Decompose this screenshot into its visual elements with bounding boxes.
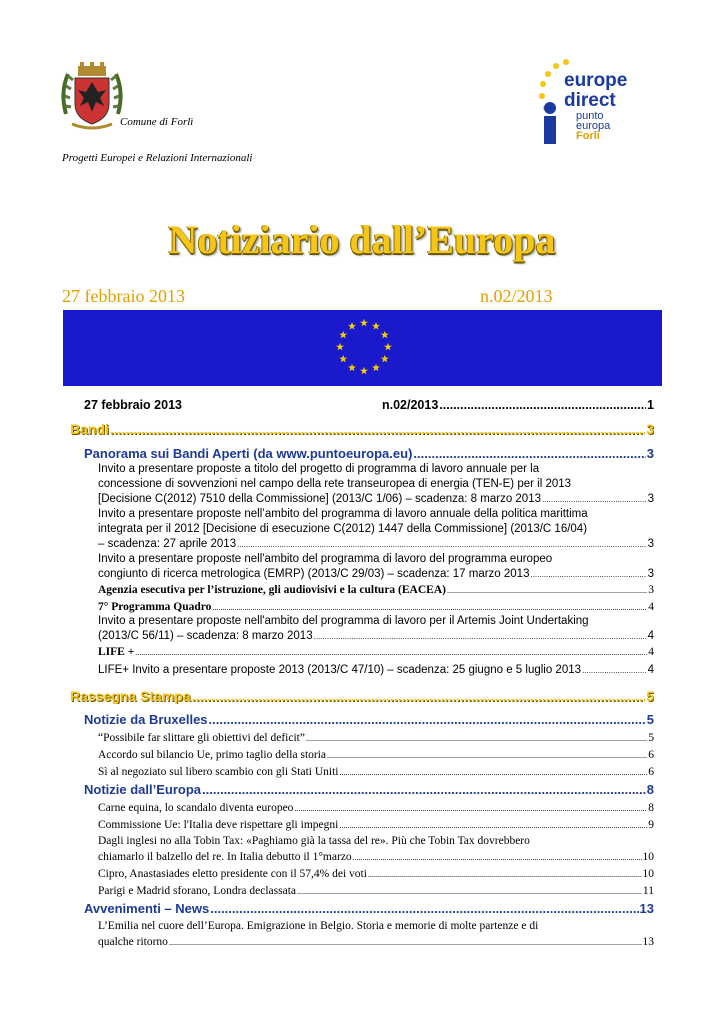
toc-entry-text: Sì al negoziato sul libero scambio con gli Stati Uniti	[98, 766, 339, 778]
toc-page: 3	[647, 493, 654, 505]
toc-leader	[212, 603, 647, 612]
toc-entry-last-line	[98, 568, 654, 580]
eu-star-icon	[384, 343, 392, 351]
toc-page: 3	[647, 568, 654, 580]
toc-leader	[210, 901, 638, 916]
toc-leader	[447, 586, 647, 595]
toc-entry-text: Cipro, Anastasiades eletto presidente con il 57,4% dei voti	[98, 868, 367, 880]
toc-page: 6	[648, 766, 654, 778]
toc-entry-text: Commissione Ue: l'Italia deve rispettare gli impegni	[98, 819, 339, 831]
toc-entry-line: Invito a presentare proposte a titolo del progetto di programma di lavoro annuale per la	[98, 463, 540, 475]
toc-entry-text: LIFE+ Invito a presentare proposte 2013 (2013/C 47/10) – scadenza: 25 giugno e 5 luglio 2013	[98, 664, 582, 676]
toc-leader	[306, 734, 647, 743]
toc-entry-text: Carne equina, lo scandalo diventa europeo	[98, 802, 294, 814]
toc-section-bandi[interactable]	[70, 421, 654, 437]
toc-entry-last-line	[98, 538, 654, 550]
toc-leader	[297, 887, 642, 896]
eu-stars-circle-icon	[331, 314, 397, 380]
eu-star-icon	[348, 322, 356, 330]
toc-entry-carne-equina[interactable]	[98, 802, 654, 814]
toc-entry-text: (2013/C 56/11) – scadenza: 8 marzo 2013	[98, 630, 313, 642]
logo-europe-text: europe	[564, 70, 628, 91]
toc-entry-text: Parigi e Madrid sforano, Londra declassata	[98, 885, 296, 897]
toc-leader	[542, 495, 647, 504]
toc-entry-text: “Possibile far slittare gli obiettivi del deficit”	[98, 732, 305, 744]
toc-page: 5	[648, 732, 654, 744]
toc-entry-text: Agenzia esecutiva per l’istruzione, gli audiovisivi e la cultura (EACEA)	[98, 584, 446, 596]
toc-issue-number: n.02/2013	[382, 398, 439, 412]
toc-entry-line: Dagli inglesi no alla Tobin Tax: «Paghiamo già la tassa del re». Più che Tobin Tax dovrebbero	[98, 835, 530, 847]
toc-page: 9	[648, 819, 654, 831]
toc-entry-text: qualche ritorno	[98, 936, 168, 948]
toc-leader	[294, 804, 647, 813]
eu-star-icon	[381, 355, 389, 363]
eu-star-icon	[348, 364, 356, 372]
toc-sub-avvenimenti[interactable]	[84, 901, 654, 916]
toc-leader	[237, 540, 646, 549]
toc-entry-text: chiamarlo il balzello del re. In Italia debutto il 1°marzo	[98, 851, 352, 863]
toc-entry-libero-scambio[interactable]	[98, 766, 654, 778]
eu-star-icon	[372, 322, 380, 330]
logo-punto-text: punto	[576, 110, 604, 122]
toc-page: 4	[647, 630, 654, 642]
toc-leader	[314, 632, 647, 641]
logo-direct-text: direct	[564, 90, 616, 111]
eu-star-icon	[360, 367, 368, 375]
department-label: Progetti Europei e Relazioni Internazionali	[62, 152, 253, 164]
toc-entry-line: Invito a presentare proposte nell'ambito del programma di lavoro del programma europeo	[98, 553, 553, 565]
toc-leader	[413, 446, 645, 461]
toc-entry-line: concessione di sovvenzioni nel campo della rete transeuropea di energia (TEN-E) per il 2013	[98, 478, 572, 490]
toc-section-label: Bandi	[70, 421, 109, 437]
toc-entry-7pq[interactable]	[98, 601, 654, 613]
toc-page: 4	[647, 664, 654, 676]
toc-entry-text: – scadenza: 27 aprile 2013	[98, 538, 237, 550]
toc-entry-last-line	[98, 630, 654, 642]
toc-issue-date: 27 febbraio 2013	[84, 398, 182, 412]
toc-entry-line: integrata per il 2012 [Decisione di esecuzione C(2012) 1447 della Commissione] (2013/C 16/04)	[98, 523, 588, 535]
toc-leader	[202, 782, 646, 797]
toc-leader	[353, 853, 642, 862]
toc-leader	[340, 768, 648, 777]
toc-leader	[192, 688, 646, 704]
toc-section-rassegna[interactable]	[70, 688, 654, 704]
toc-entry-text: [Decisione C(2012) 7510 della Commissione] (2013/C 1/06) – scadenza: 8 marzo 2013	[98, 493, 541, 505]
toc-entry-eacea[interactable]	[98, 584, 654, 596]
toc-entry-line: Invito a presentare proposte nell'ambito del programma di lavoro per il Artemis Joint Undertaking	[98, 615, 589, 627]
eu-star-icon	[339, 355, 347, 363]
toc-leader	[582, 666, 647, 675]
toc-section-label: Rassegna Stampa	[70, 688, 191, 704]
europe-direct-logo	[536, 56, 636, 148]
toc-page: 10	[642, 851, 654, 863]
eu-star-icon	[381, 331, 389, 339]
comune-label: Comune di Forlì	[120, 116, 194, 128]
toc-entry-life[interactable]	[98, 646, 654, 658]
toc-page: 11	[642, 885, 654, 897]
toc-sub-bruxelles[interactable]	[84, 712, 654, 727]
toc-leader	[135, 648, 647, 657]
toc-page: 1	[647, 398, 654, 412]
toc-page: 5	[646, 712, 654, 727]
logo-forli-text: Forlì	[576, 130, 600, 142]
toc-entry-life-plus[interactable]	[98, 664, 654, 676]
toc-page: 8	[648, 802, 654, 814]
toc-page: 4	[648, 601, 654, 613]
toc-entry-issue[interactable]	[84, 398, 654, 412]
toc-entry-text: LIFE +	[98, 646, 135, 658]
toc-page: 13	[639, 901, 654, 916]
toc-sub-europa[interactable]	[84, 782, 654, 797]
toc-leader	[339, 821, 647, 830]
toc-entry-parigi-madrid[interactable]	[98, 885, 654, 897]
toc-leader	[439, 398, 646, 412]
eu-star-icon	[372, 364, 380, 372]
toc-sub-label: Notizie da Bruxelles	[84, 712, 208, 727]
logo-europa-text: europa	[576, 120, 611, 132]
eu-star-icon	[336, 343, 344, 351]
toc-page: 6	[648, 749, 654, 761]
toc-entry-text: 7° Programma Quadro	[98, 601, 212, 613]
toc-page: 8	[646, 782, 654, 797]
toc-entry-bilancio[interactable]	[98, 749, 654, 761]
toc-entry-last-line	[98, 493, 654, 505]
toc-entry-line: L’Emilia nel cuore dell’Europa. Emigrazione in Belgio. Storia e memorie di molte partenze e di	[98, 920, 539, 932]
toc-leader	[368, 870, 642, 879]
toc-page: 3	[648, 584, 654, 596]
toc-leader	[209, 712, 646, 727]
toc-entry-last-line	[98, 851, 654, 863]
toc-entry-text: Accordo sul bilancio Ue, primo taglio della storia	[98, 749, 327, 761]
toc-page: 5	[646, 688, 654, 704]
toc-entry-last-line	[98, 936, 654, 948]
toc-page: 13	[642, 936, 654, 948]
toc-entry-deficit[interactable]	[98, 732, 654, 744]
toc-page: 3	[646, 421, 654, 437]
toc-page: 3	[647, 538, 654, 550]
issue-date: 27 febbraio 2013	[62, 286, 185, 306]
toc-leader	[169, 938, 642, 947]
toc-page: 10	[642, 868, 654, 880]
toc-sub-label: Panorama sui Bandi Aperti (da www.puntoeuropa.eu)	[84, 446, 413, 461]
toc-page: 3	[646, 446, 654, 461]
toc-sub-label: Notizie dall’Europa	[84, 782, 202, 797]
issue-number: n.02/2013	[480, 286, 553, 306]
toc-leader	[530, 570, 646, 579]
toc-entry-text: congiunto di ricerca metrologica (EMRP) (2013/C 29/03) – scadenza: 17 marzo 2013	[98, 568, 530, 580]
toc-leader	[327, 751, 647, 760]
toc-page: 4	[648, 646, 654, 658]
toc-sub-label: Avvenimenti – News	[84, 901, 210, 916]
toc-entry-commissione-ue[interactable]	[98, 819, 654, 831]
eu-flag-banner	[63, 310, 662, 386]
toc-entry-line: Invito a presentare proposte nell’ambito del programma di lavoro annuale della politica marittima	[98, 508, 588, 520]
toc-sub-panorama[interactable]	[84, 446, 654, 461]
newsletter-title: Notiziario dall’Europa	[168, 217, 556, 262]
toc-leader	[110, 421, 645, 437]
eu-star-icon	[360, 319, 368, 327]
toc-entry-cipro[interactable]	[98, 868, 654, 880]
eu-star-icon	[339, 331, 347, 339]
coat-of-arms-logo	[58, 62, 126, 132]
